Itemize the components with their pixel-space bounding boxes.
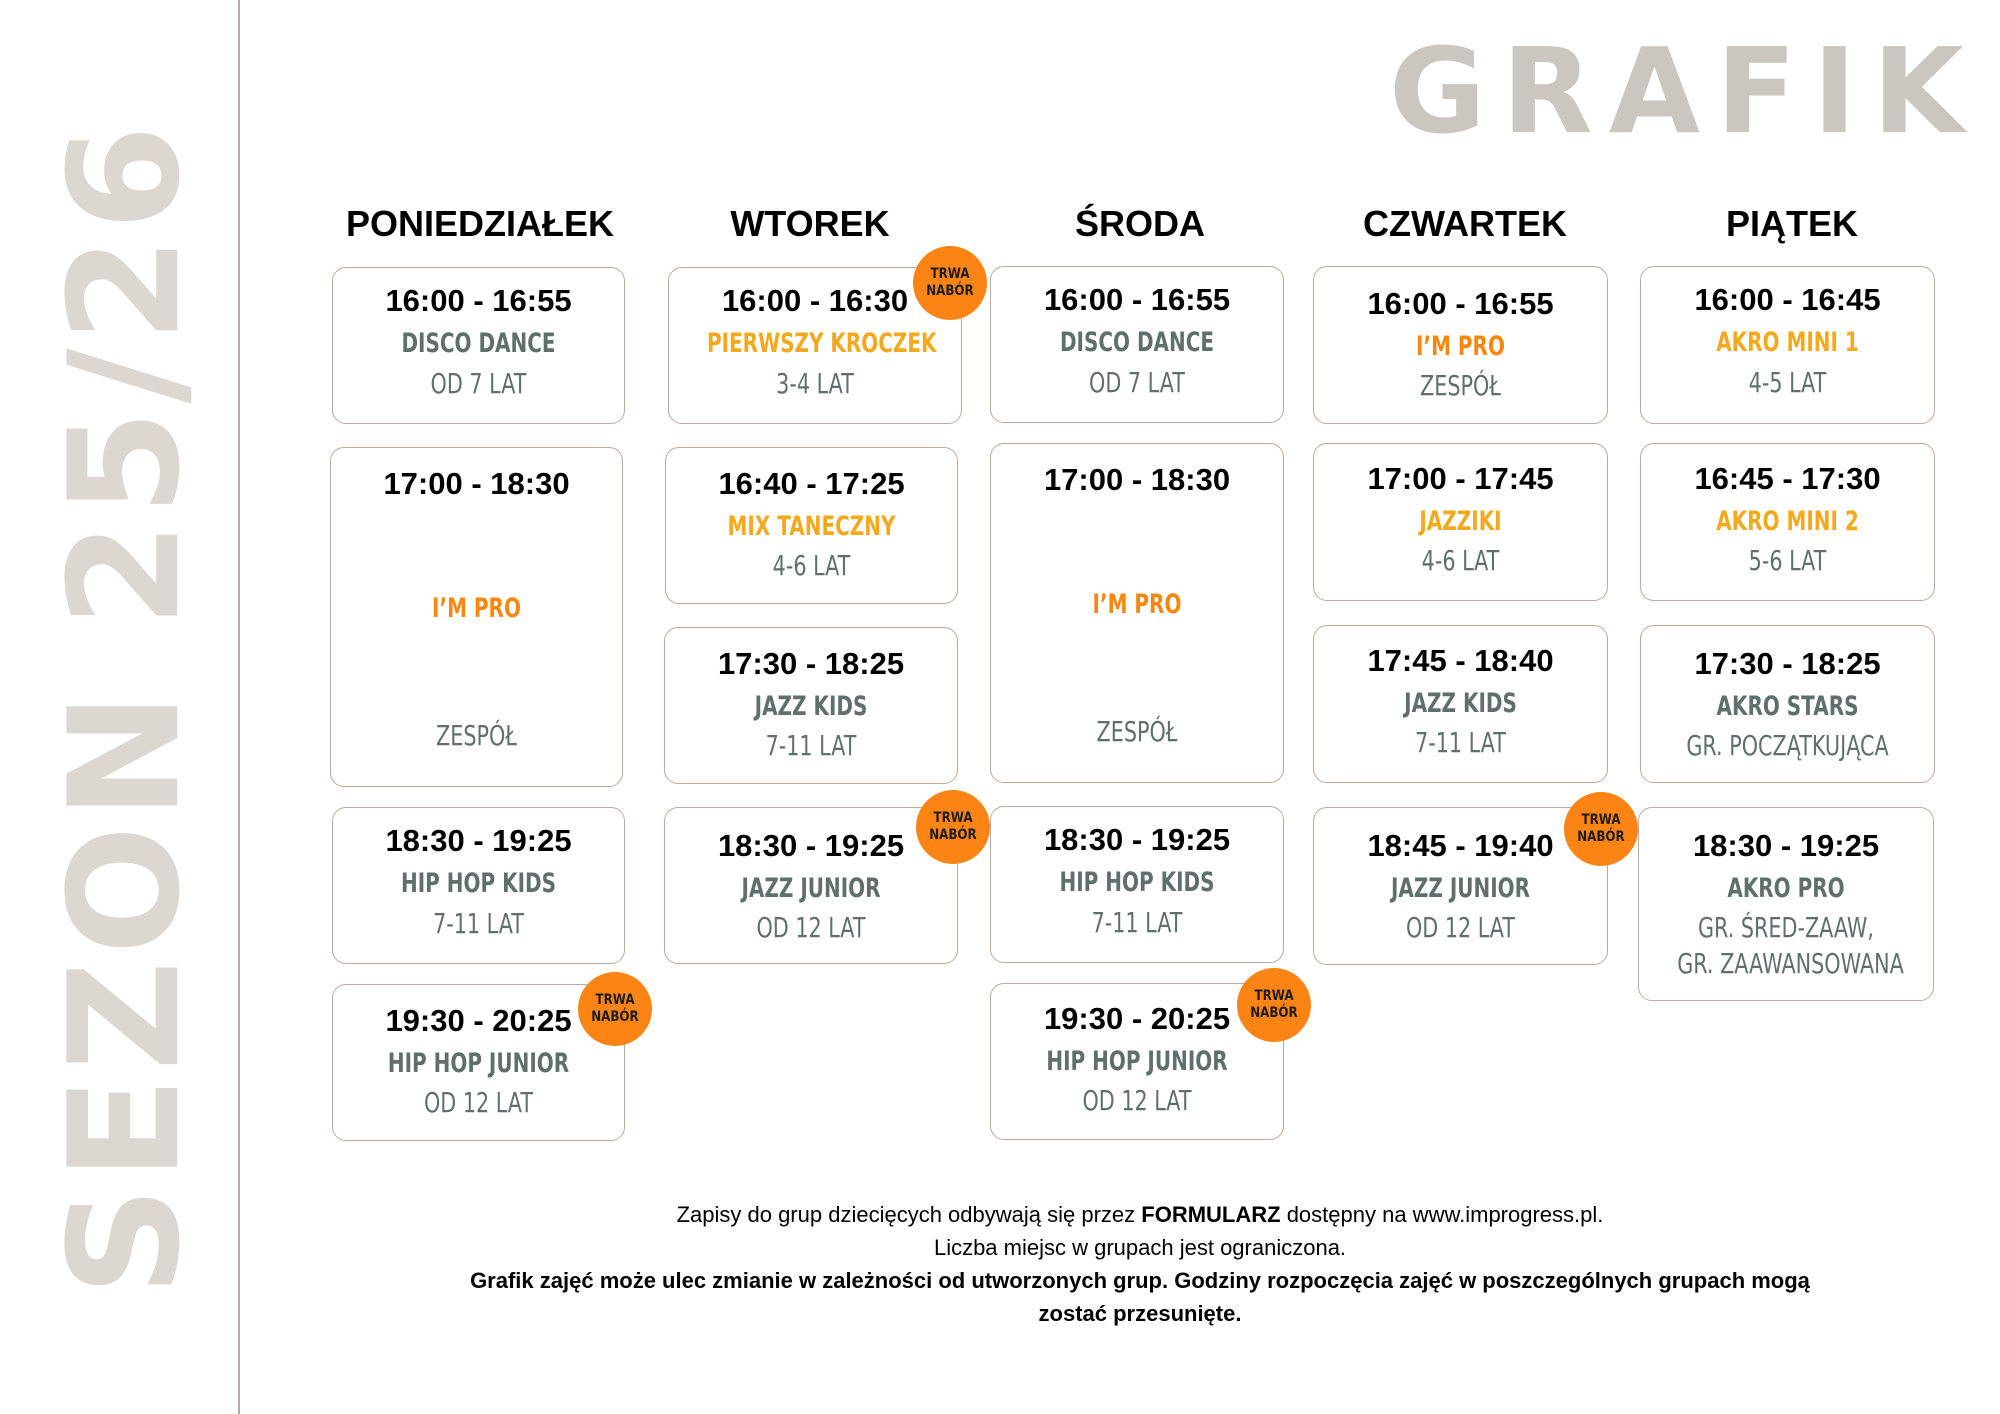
season-title xyxy=(36,0,214,1414)
class-name: I’M PRO xyxy=(1092,589,1182,620)
class-time: 17:30 - 18:25 xyxy=(717,646,905,681)
class-time: 17:00 - 18:30 xyxy=(1043,462,1231,497)
day-header-wednesday: ŚRODA xyxy=(1074,203,1205,244)
class-time: 16:00 - 16:55 xyxy=(1043,282,1231,317)
vertical-divider xyxy=(238,0,240,1414)
class-name: AKRO STARS xyxy=(1716,691,1859,722)
day-header-tuesday: WTOREK xyxy=(730,203,890,244)
class-name: AKRO MINI 1 xyxy=(1716,327,1859,358)
day-header-monday: PONIEDZIAŁEK xyxy=(345,203,614,244)
class-card xyxy=(990,443,1284,783)
badge-line1: TRWA xyxy=(930,266,970,282)
class-card xyxy=(664,627,958,784)
class-time: 18:30 - 19:25 xyxy=(385,823,572,858)
class-card xyxy=(1640,443,1935,601)
class-age: ZESPÓŁ xyxy=(436,719,517,752)
class-card xyxy=(332,267,625,424)
class-name: PIERWSZY KROCZEK xyxy=(706,328,937,359)
class-age: GR. ŚRED-ZAAW, xyxy=(1697,911,1875,944)
class-name: HIP HOP KIDS xyxy=(401,868,556,899)
recruitment-badge xyxy=(1237,968,1311,1042)
footer-line-changes: Grafik zajęć może ulec zmianie w zależności od utworzonych grup. Godziny rozpoczęcia zajęć w poszczególnych grupach mogą xyxy=(470,1268,1810,1293)
class-name: I’M PRO xyxy=(432,593,521,624)
class-name: AKRO MINI 2 xyxy=(1716,506,1859,537)
class-name: DISCO DANCE xyxy=(401,328,556,359)
class-age: 3-4 LAT xyxy=(776,367,854,400)
class-time: 16:45 - 17:30 xyxy=(1694,461,1881,496)
class-time: 18:30 - 19:25 xyxy=(1043,822,1231,857)
class-time: 16:00 - 16:30 xyxy=(721,283,909,318)
footer-line-changes-cont: zostać przesunięte. xyxy=(1038,1301,1242,1326)
class-name: HIP HOP JUNIOR xyxy=(387,1048,570,1079)
recruitment-badge xyxy=(578,972,652,1046)
class-card xyxy=(990,806,1284,963)
class-age: 4-5 LAT xyxy=(1748,366,1827,399)
form-link-text: FORMULARZ xyxy=(1141,1202,1281,1227)
class-card xyxy=(332,807,625,964)
class-time: 17:00 - 17:45 xyxy=(1367,461,1554,496)
day-header-friday: PIĄTEK xyxy=(1725,203,1858,244)
class-age-secondary: GR. ZAAWANSOWANA xyxy=(1677,947,1904,980)
class-age: OD 12 LAT xyxy=(1405,911,1516,944)
class-name: JAZZIKI xyxy=(1419,506,1502,537)
class-time: 16:00 - 16:55 xyxy=(1367,286,1554,321)
class-name: HIP HOP JUNIOR xyxy=(1046,1046,1228,1077)
class-name: AKRO PRO xyxy=(1727,873,1845,904)
footer-line1-after: dostępny na www.improgress.pl. xyxy=(1280,1202,1604,1227)
footer-line1-before: Zapisy do grup dziecięcych odbywają się przez xyxy=(676,1202,1142,1227)
badge-line2: NABÓR xyxy=(929,827,977,843)
class-card xyxy=(330,447,623,787)
class-age: OD 12 LAT xyxy=(756,911,866,944)
footer-notes xyxy=(290,1198,1990,1330)
badge-line2: NABÓR xyxy=(1577,829,1625,845)
class-age: 4-6 LAT xyxy=(772,549,851,582)
class-time: 17:00 - 18:30 xyxy=(383,466,570,501)
footer-line-capacity: Liczba miejsc w grupach jest ograniczona. xyxy=(933,1235,1347,1260)
badge-line1: TRWA xyxy=(1254,988,1294,1004)
class-age: OD 12 LAT xyxy=(1082,1084,1192,1117)
class-card xyxy=(664,807,958,964)
class-age: 5-6 LAT xyxy=(1748,544,1827,577)
class-card xyxy=(1638,807,1934,1001)
day-header-thursday: CZWARTEK xyxy=(1363,203,1567,244)
class-age: ZESPÓŁ xyxy=(1096,715,1178,748)
class-name: JAZZ KIDS xyxy=(754,691,868,722)
class-name: I’M PRO xyxy=(1416,331,1505,362)
class-time: 16:40 - 17:25 xyxy=(718,466,905,501)
class-time: 19:30 - 20:25 xyxy=(1043,1001,1231,1036)
badge-line2: NABÓR xyxy=(591,1009,639,1025)
class-age: 4-6 LAT xyxy=(1421,544,1500,577)
class-age: 7-11 LAT xyxy=(433,907,524,940)
badge-line1: TRWA xyxy=(595,992,635,1008)
footer-line-signup xyxy=(290,1198,1990,1231)
badge-line1: TRWA xyxy=(1581,812,1621,828)
class-time: 16:00 - 16:55 xyxy=(385,283,572,318)
class-time: 19:30 - 20:25 xyxy=(385,1003,572,1038)
class-card xyxy=(1640,625,1935,783)
class-time: 18:30 - 19:25 xyxy=(1692,828,1880,863)
class-name: MIX TANECZNY xyxy=(727,511,896,542)
season-title-text: SEZON 25/26 xyxy=(36,118,214,1296)
class-age: OD 12 LAT xyxy=(423,1086,534,1119)
badge-line2: NABÓR xyxy=(926,283,974,299)
class-card xyxy=(1313,266,1608,424)
class-age: OD 7 LAT xyxy=(430,367,527,400)
class-time: 17:45 - 18:40 xyxy=(1367,643,1554,678)
recruitment-badge xyxy=(1564,792,1638,866)
badge-line2: NABÓR xyxy=(1250,1005,1298,1021)
class-time: 18:30 - 19:25 xyxy=(717,828,905,863)
page-title: GRAFIK xyxy=(1389,22,1980,160)
class-time: 17:30 - 18:25 xyxy=(1694,646,1881,681)
class-name: JAZZ JUNIOR xyxy=(741,873,881,904)
class-card xyxy=(1640,266,1935,424)
class-name: JAZZ KIDS xyxy=(1404,688,1517,719)
class-age: OD 7 LAT xyxy=(1089,366,1185,399)
class-card xyxy=(665,447,958,604)
class-age: GR. POCZĄTKUJĄCA xyxy=(1686,729,1889,762)
class-card xyxy=(1313,443,1608,601)
class-card xyxy=(990,266,1284,423)
class-time: 16:00 - 16:45 xyxy=(1694,282,1881,317)
class-name: HIP HOP KIDS xyxy=(1059,867,1215,898)
class-age: 7-11 LAT xyxy=(765,729,857,762)
class-time: 18:45 - 19:40 xyxy=(1367,828,1554,863)
class-age: ZESPÓŁ xyxy=(1420,369,1501,402)
class-name: JAZZ JUNIOR xyxy=(1390,873,1531,904)
class-name: DISCO DANCE xyxy=(1059,327,1215,358)
class-age: 7-11 LAT xyxy=(1091,906,1183,939)
class-age: 7-11 LAT xyxy=(1415,726,1506,759)
badge-line1: TRWA xyxy=(933,810,973,826)
recruitment-badge xyxy=(916,790,990,864)
class-card xyxy=(1313,625,1608,783)
recruitment-badge xyxy=(913,246,987,320)
